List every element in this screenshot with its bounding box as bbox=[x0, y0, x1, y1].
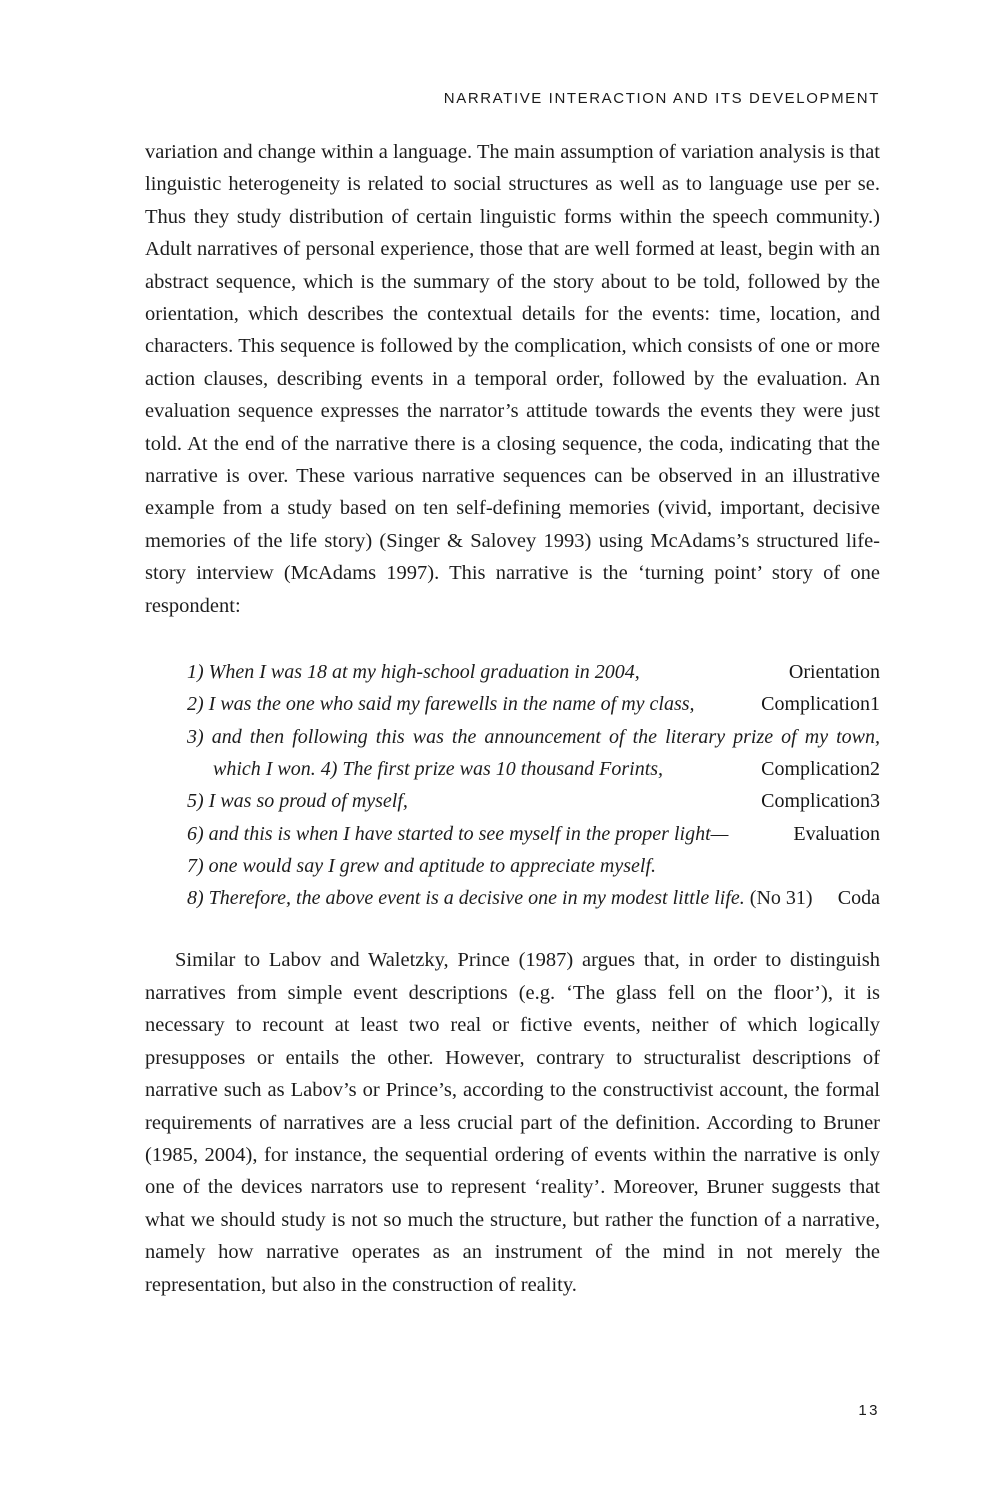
page-number: 13 bbox=[858, 1402, 880, 1419]
sequence-label: Orientation bbox=[788, 661, 880, 684]
sequence-label: Evaluation bbox=[793, 822, 880, 845]
quote-text: 5) I was so proud of myself, bbox=[187, 790, 408, 813]
body-paragraph-1: variation and change within a language. The main assumption of variation analysis is that linguistic heterogeneity is related to social structures as well as to language use per se. Thus they study distribution of certain linguistic forms within the speech community.) Adult narratives of personal experience, those that are well formed at least, begin with an abstract sequence, which is the summary of the story about to be told, followed by the orientation, which describes the contextual details for the events: time, location, and characters. This sequence is followed by the complication, which consists of one or more action clauses, describing events in a temporal order, followed by the evaluation. An evaluation sequence expresses the narrator’s attitude towards the events they were just told. At the end of the narrative there is a closing sequence, the coda, indicating that the narrative is over. These various narrative sequences can be observed in an illustrative example from a study based on ten self-defining memories (vivid, important, decisive memories of the life story) (Singer & Salovey 1993) using McAdams’s structured life-story interview (McAdams 1997). This narrative is the ‘turning point’ story of one respondent: bbox=[145, 141, 880, 617]
example-quote bbox=[187, 818, 880, 850]
page-content bbox=[145, 136, 880, 1301]
quote-text: 7) one would say I grew and aptitude to appreciate myself. bbox=[187, 854, 656, 877]
example-item bbox=[187, 656, 880, 688]
example-item bbox=[187, 721, 880, 786]
quote-source: (No 31) bbox=[749, 887, 813, 910]
example-item bbox=[187, 688, 880, 720]
example-list bbox=[145, 656, 880, 914]
example-quote bbox=[187, 656, 880, 688]
example-item bbox=[187, 785, 880, 817]
quote-text: 8) Therefore, the above event is a decisive one in my modest little life. bbox=[187, 887, 745, 910]
quote-text: 6) and this is when I have started to see myself in the proper light— bbox=[187, 822, 729, 845]
sequence-label: Complication2 bbox=[761, 757, 880, 780]
example-item bbox=[187, 882, 880, 914]
body-paragraph-2: Similar to Labov and Waletzky, Prince (1987) argues that, in order to distinguish narratives from simple event descriptions (e.g. ‘The glass fell on the floor’), it is necessary to recount at least two real or fictive events, neither of which logically presupposes or entails the other. However, contrary to structuralist descriptions of narrative such as Labov’s or Prince’s, according to the constructivist account, the formal requirements of narratives are a less crucial part of the definition. According to Bruner (1985, 2004), for instance, the sequential ordering of events within the narrative is only one of the devices narrators use to represent ‘reality’. Moreover, Bruner suggests that what we should study is not so much the structure, but rather the function of a narrative, namely how narrative operates as an instrument of the mind in not merely the representation, but also in the construction of reality. bbox=[145, 949, 880, 1296]
sequence-label: Complication3 bbox=[761, 790, 880, 813]
example-item bbox=[187, 818, 880, 850]
example-item bbox=[187, 850, 880, 882]
label-spacer bbox=[413, 806, 546, 807]
quote-text: 3) and then following this was the announcement of the literary prize of my town, which I won. 4) The first prize was 10 thousand Forints, bbox=[187, 725, 880, 780]
quote-text: 1) When I was 18 at my high-school graduation in 2004, bbox=[187, 661, 640, 684]
example-quote bbox=[187, 850, 880, 882]
running-head: NARRATIVE INTERACTION AND ITS DEVELOPMENT bbox=[443, 90, 880, 107]
example-quote bbox=[187, 882, 880, 914]
label-spacer bbox=[645, 677, 750, 678]
quote-text: 2) I was the one who said my farewells in the name of my class, bbox=[187, 693, 695, 716]
sequence-label: Complication1 bbox=[761, 693, 880, 716]
sequence-label: Coda bbox=[837, 887, 880, 910]
